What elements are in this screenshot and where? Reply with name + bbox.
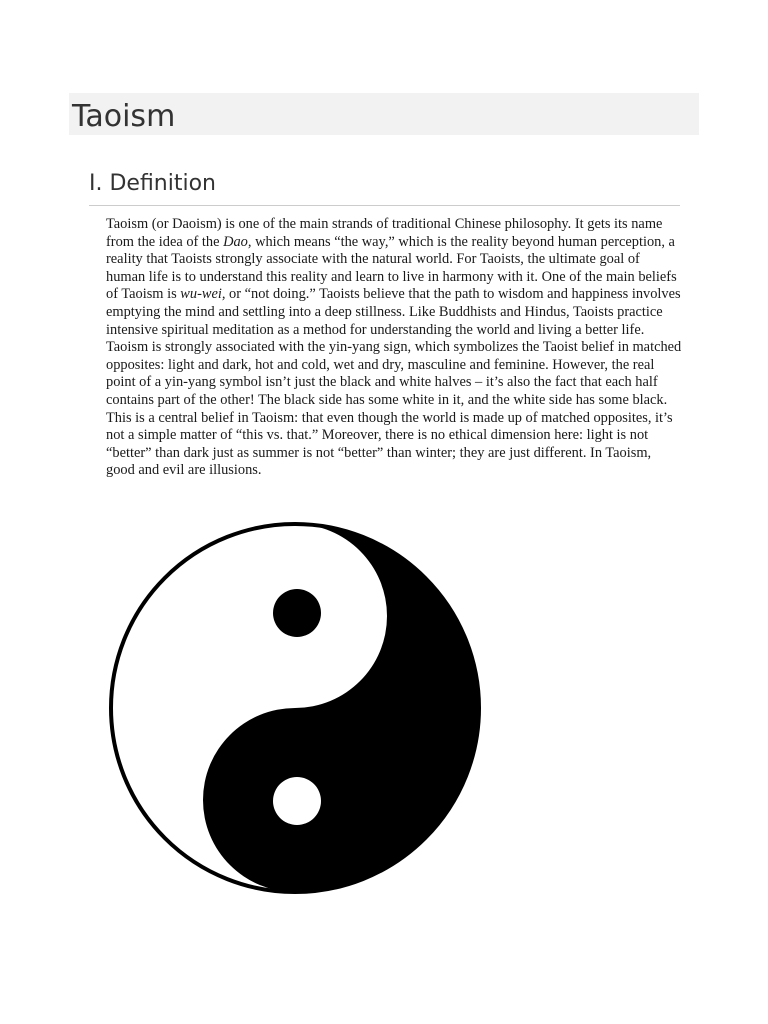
yin-yang-dark-dot	[273, 589, 321, 637]
wu-wei-term: wu-wei,	[180, 286, 226, 303]
section-divider	[89, 205, 680, 206]
yin-yang-icon	[108, 516, 482, 900]
paragraph-1-part-3: or “not doing.” Taoists believe that the path to wisdom and happiness involves emptying the mind and settling into a deep stillness. Like Buddhists and Hindus, Taoists practice intensive spiritual meditation as a method for understanding the world and living a better life.	[106, 286, 681, 338]
paragraph-1-part-2: which means “the way,” which is the reality beyond human perception, a reality that Taoists strongly associate with the natural world. For Taoists, the ultimate goal of human life is to understand this reality and learn to live in harmony with it. One of the main beliefs of Taoism is	[106, 233, 677, 303]
paragraph-dao-wuwei	[106, 216, 682, 339]
page-title: Taoism	[72, 99, 176, 134]
section-heading-definition: I. Definition	[89, 171, 217, 196]
dao-term: Dao,	[223, 233, 252, 250]
definition-body	[106, 216, 682, 480]
paragraph-1-part-1: Taoism (or Daoism) is one of the main strands of traditional Chinese philosophy. It gets its name from the idea of the	[106, 216, 663, 250]
paragraph-yin-yang: Taoism is strongly associated with the yin-yang sign, which symbolizes the Taoist belief in matched opposites: light and dark, hot and cold, wet and dry, masculine and feminine. However, the real point of a yin-yang symbol isn’t just the black and white halves – it’s also the fact that each half contains part of the other! The black side has some white in it, and the white side has some black. This is a central belief in Taoism: that even though the world is made up of matched opposites, it’s not a simple matter of “this vs. that.” Moreover, there is no ethical dimension here: light is not “better” than dark just as summer is not “better” than winter; they are just different. In Taoism, good and evil are illusions.	[106, 339, 682, 479]
title-bar	[69, 93, 699, 135]
yin-yang-light-dot	[273, 777, 321, 825]
